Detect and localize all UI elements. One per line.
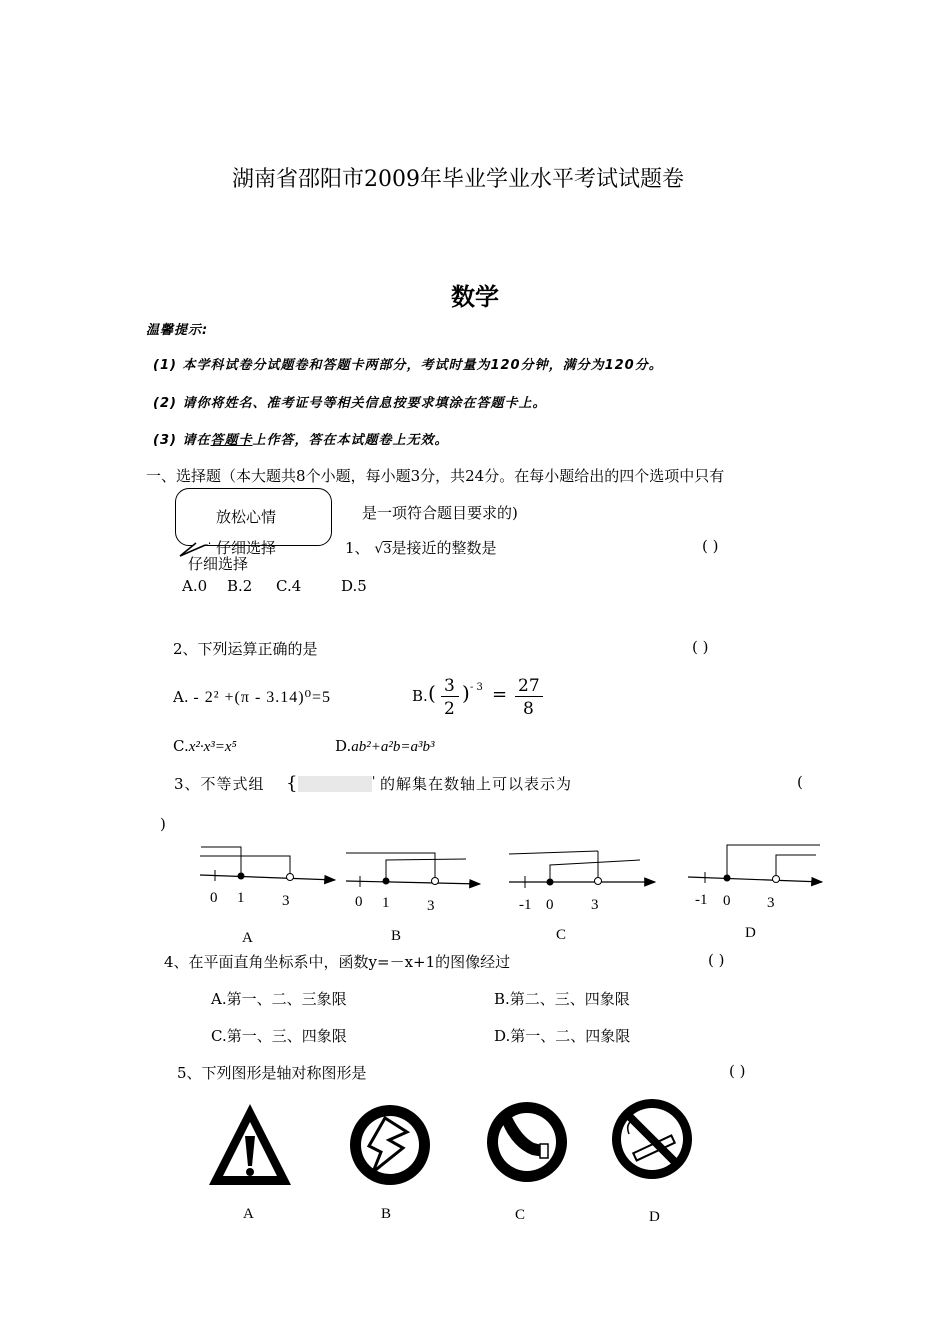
axis-c-label: C [556, 927, 567, 943]
axis-a-label: A [242, 930, 253, 946]
number-line-b [346, 853, 480, 887]
q3-paren-open: ( [797, 773, 803, 791]
tip3-suffix: 上作答，答在本试题卷上无效。 [252, 433, 449, 448]
number-line-a [200, 847, 335, 881]
q1-option-a: A.0 [182, 577, 208, 595]
callout-outside-text: 仔细选择 [188, 555, 249, 573]
q4-option-c: C.第一、三、四象限 [211, 1027, 347, 1045]
q2-answer-paren: ( ) [692, 638, 709, 656]
number-line-c [509, 851, 655, 888]
lightning-circle-icon [345, 1100, 435, 1190]
q2-stem: 2、下列运算正确的是 [173, 640, 318, 658]
q2-option-b-frac2-num: 27 [518, 676, 540, 696]
tip-item-2: (2) 请你将姓名、准考证号等相关信息按要求填涂在答题卡上。 [153, 396, 547, 411]
page-title: 湖南省邵阳市2009年毕业学业水平考试试题卷 [232, 167, 684, 192]
svg-text:': ' [372, 774, 376, 788]
tip3-prefix: (3) 请在 [153, 433, 211, 448]
axis-d-tick-0: -1 [695, 892, 708, 908]
q5-label-d: D [649, 1209, 660, 1225]
tips-heading: 温馨提示: [146, 323, 209, 338]
q2-option-b-frac1-den: 2 [444, 699, 455, 719]
q2-option-b-label: B. [412, 687, 428, 705]
q4-answer-paren: ( ) [708, 951, 725, 969]
axis-c-tick-2: 3 [591, 897, 599, 913]
q5-label-b: B [381, 1206, 392, 1222]
q4-option-b: B.第二、三、四象限 [494, 990, 630, 1008]
q2-option-a-label: A. [173, 688, 189, 706]
sqrt-symbol: √ [374, 541, 384, 557]
axis-a-tick-0: 0 [210, 890, 218, 906]
section1-title: 选择题 [176, 467, 222, 485]
axis-a-tick-2: 3 [282, 893, 290, 909]
q1-text: 是接近的整数是 [391, 539, 497, 557]
q3-stem-before: 3、不等式组 [174, 775, 265, 793]
no-smoking-icon [607, 1094, 697, 1184]
q2-option-d-label: D. [335, 737, 352, 755]
svg-text:{: { [286, 773, 298, 794]
q3-stem-after: 的解集在数轴上可以表示为 [380, 775, 573, 793]
q4-option-d: D.第一、二、四象限 [494, 1027, 631, 1045]
axis-c-tick-0: -1 [519, 897, 532, 913]
q1-option-c: C.4 [276, 577, 302, 595]
number-line-d [688, 845, 822, 883]
callout-line2: 仔细选择 [216, 539, 277, 557]
warning-triangle-icon [205, 1100, 295, 1190]
q5-label-a: A [243, 1206, 254, 1222]
q5-label-c: C [515, 1207, 526, 1223]
q2-option-b-lparen: ( [428, 681, 436, 705]
section1-desc-line1: （本大题共8个小题，每小题3分，共24分。在每小题给出的四个选项中只有 [221, 467, 725, 485]
axis-d-tick-2: 3 [767, 895, 775, 911]
axis-b-tick-0: 0 [355, 894, 363, 910]
axis-d-label: D [745, 925, 756, 941]
axis-c-tick-1: 0 [546, 897, 554, 913]
q2-option-b-exponent: - 3 [470, 682, 483, 693]
tip-item-1: (1) 本学科试卷分试题卷和答题卡两部分，考试时量为120分钟，满分为120分。 [153, 358, 663, 373]
axis-d-tick-1: 0 [723, 893, 731, 909]
section1-desc-line2: 是一项符合题目要求的) [362, 504, 518, 522]
q5-answer-paren: ( ) [729, 1062, 746, 1080]
q1-radicand: 3 [383, 542, 392, 557]
axis-b-tick-1: 1 [382, 895, 390, 911]
q2-option-b-equals: = [492, 684, 508, 705]
q2-option-b-frac1-num: 3 [444, 676, 455, 696]
axis-b-label: B [391, 928, 402, 944]
q2-option-c-label: C. [173, 737, 189, 755]
q2-option-a-expr: - 2² +(π - 3.14)⁰=5 [193, 689, 332, 706]
q4-stem: 4、在平面直角坐标系中，函数y=－x+1的图像经过 [164, 953, 511, 971]
q2-option-c-expr: x²·x³=x⁵ [188, 739, 237, 755]
q1-number: 1、 [345, 539, 370, 557]
axis-a-tick-1: 1 [237, 890, 245, 906]
q5-stem: 5、下列图形是轴对称图形是 [177, 1064, 367, 1082]
q1-answer-paren: ( ) [702, 537, 719, 555]
q4-option-a: A.第一、二、三象限 [211, 990, 347, 1008]
hose-circle-icon [482, 1097, 572, 1187]
axis-b-tick-2: 3 [427, 898, 435, 914]
q2-option-d-expr: ab²+a²b=a³b³ [351, 739, 435, 755]
subject-title: 数学 [451, 283, 499, 311]
q2-option-b-rparen: ) [462, 681, 470, 705]
tip3-underlined: 答题卡 [210, 433, 253, 448]
q1-option-b: B.2 [227, 577, 253, 595]
q1-option-d: D.5 [341, 577, 367, 595]
q2-option-b-frac2-den: 8 [523, 699, 534, 719]
q3-paren-close: ) [160, 815, 166, 833]
callout-line1: 放松心情 [216, 508, 277, 526]
section1-prefix: 一、 [146, 467, 177, 485]
